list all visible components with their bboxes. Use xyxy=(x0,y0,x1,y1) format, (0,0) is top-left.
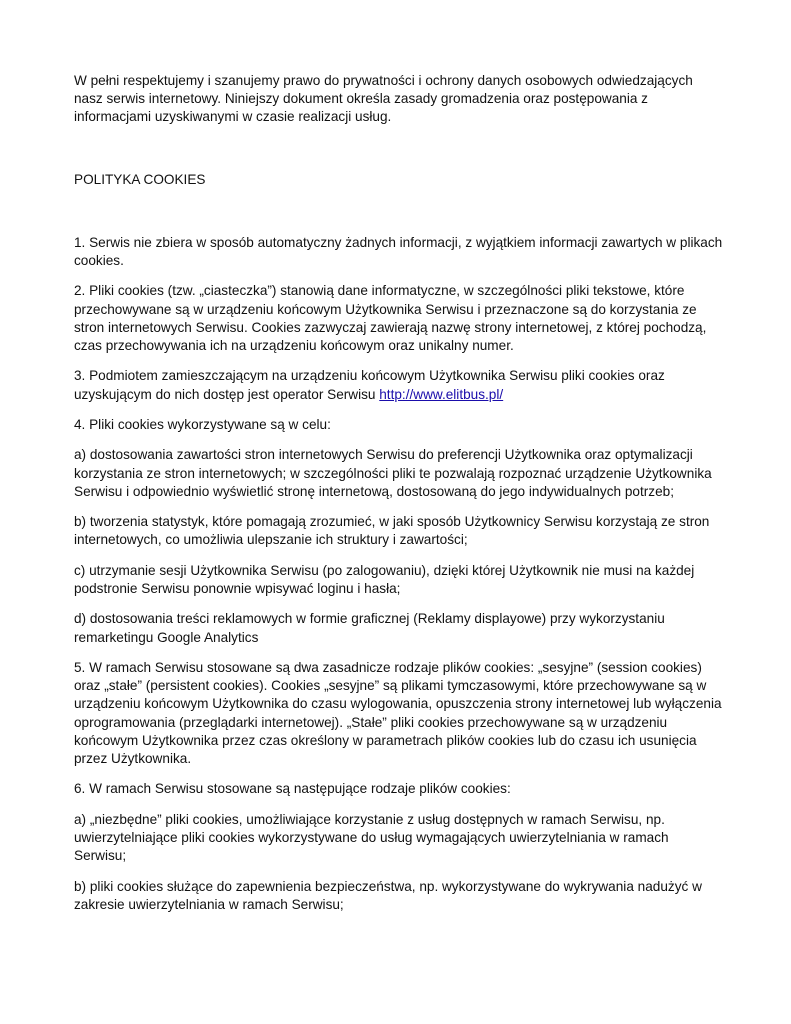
paragraph-6a: a) „niezbędne” pliki cookies, umożliwiające korzystanie z usług dostępnych w ramach Serwisu, np. uwierzytelniające pliki cookies wykorzystywane do usług wymagających uwierzytelniania w ramach Serwisu; xyxy=(74,811,669,864)
paragraph-6: 6. W ramach Serwisu stosowane są następujące rodzaje plików cookies: xyxy=(74,781,511,797)
intro-paragraph: W pełni respektujemy i szanujemy prawo do prywatności i ochrony danych osobowych odwiedzających nasz serwis internetowy. Niniejszy dokument określa zasady gromadzenia oraz postępowania z informacjami uzyskiwanymi w czasie realizacji usług. xyxy=(74,73,693,125)
paragraph-4d: d) dostosowania treści reklamowych w formie graficznej (Reklamy displayowe) przy wykorzystaniu remarketingu Google Analytics xyxy=(74,611,665,645)
document-page xyxy=(74,72,724,926)
section-heading: POLITYKA COOKIES xyxy=(74,171,206,187)
paragraph-5: 5. W ramach Serwisu stosowane są dwa zasadnicze rodzaje plików cookies: „sesyjne” (session cookies) oraz „stałe” (persistent cookies). Cookies „sesyjne” są plikami tymczasowymi, które przechowywane są w urządzeniu końcowym Użytkownika do czasu wylogowania, opuszczenia strony internetowej lub wyłączenia oprogramowania (przeglądarki internetowej). „Stałe” pliki cookies przechowywane są w urządzeniu końcowym Użytkownika przez czas określony w parametrach plików cookies lub do czasu ich usunięcia przez Użytkownika. xyxy=(74,659,722,766)
operator-link[interactable]: http://www.elitbus.pl/ xyxy=(379,386,504,402)
paragraph-1: 1. Serwis nie zbiera w sposób automatyczny żadnych informacji, z wyjątkiem informacji zawartych w plikach cookies. xyxy=(74,234,723,269)
paragraph-4c: c) utrzymanie sesji Użytkownika Serwisu (po zalogowaniu), dzięki której Użytkownik nie musi na każdej podstronie Serwisu ponownie wpisywać loginu i hasła; xyxy=(74,562,695,596)
paragraph-4b: b) tworzenia statystyk, które pomagają zrozumieć, w jaki sposób Użytkownicy Serwisu korzystają ze stron internetowych, co umożliwia ulepszanie ich struktury i zawartości; xyxy=(74,514,710,548)
paragraph-6b: b) pliki cookies służące do zapewnienia bezpieczeństwa, np. wykorzystywane do wykrywania nadużyć w zakresie uwierzytelniania w ramach Serwisu; xyxy=(74,878,702,912)
paragraph-3-text: 3. Podmiotem zamieszczającym na urządzeniu końcowym Użytkownika Serwisu pliki cookies oraz uzyskującym do nich dostęp jest operator Serwisu xyxy=(74,368,665,402)
paragraph-4a: a) dostosowania zawartości stron internetowych Serwisu do preferencji Użytkownika oraz optymalizacji korzystania ze stron internetowych; w szczególności pliki te pozwalają rozpoznać urządzenie Użytkownika Serwisu i odpowiednio wyświetlić stronę internetową, dostosowaną do jego indywidualnych potrzeb; xyxy=(74,447,712,499)
paragraph-3 xyxy=(74,367,724,403)
paragraph-4: 4. Pliki cookies wykorzystywane są w celu: xyxy=(74,417,331,432)
paragraph-2: 2. Pliki cookies (tzw. „ciasteczka”) stanowią dane informatyczne, w szczególności pliki tekstowe, które przechowywane są w urządzeniu końcowym Użytkownika Serwisu i przeznaczone są do korzystania ze stron internetowych Serwisu. Cookies zazwyczaj zawierają nazwę strony internetowej, z której pochodzą, czas przechowywania ich na urządzeniu końcowym oraz unikalny numer. xyxy=(74,283,707,354)
